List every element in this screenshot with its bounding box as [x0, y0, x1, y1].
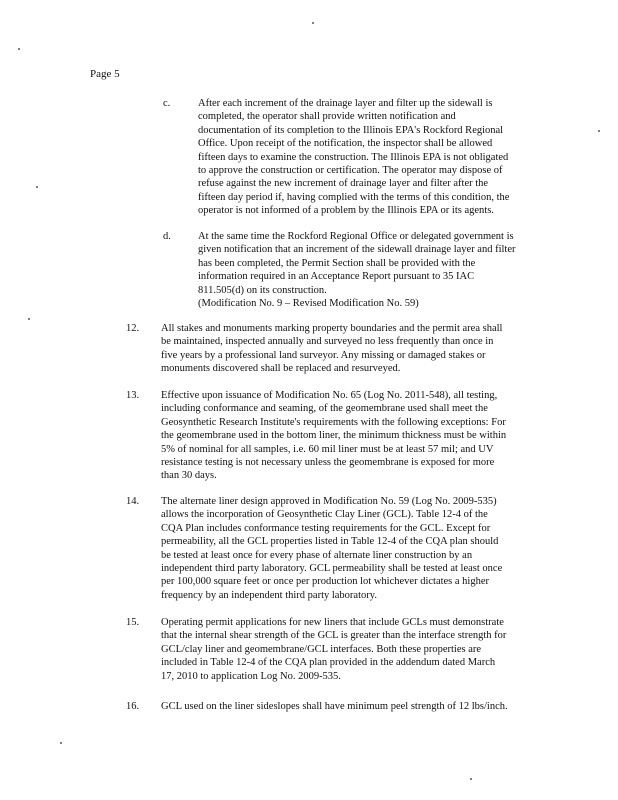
- text-line: GCL/clay liner and geomembrane/GCL interfaces. Both these properties are: [161, 643, 482, 655]
- text-line: documentation of its completion to the Illinois EPA's Rockford Regional: [198, 124, 504, 136]
- scan-speck: [470, 778, 472, 780]
- scan-speck: [28, 318, 30, 320]
- text-line: given notification that an increment of the sidewall drainage layer and filter: [198, 244, 516, 256]
- text-line: Operating permit applications for new liners that include GCLs must demonstrate: [161, 617, 504, 628]
- text-line: 811.505(d) on its construction.: [198, 284, 327, 296]
- item-marker: 12.: [126, 323, 140, 334]
- scan-speck: [60, 742, 62, 744]
- text-line: fifteen day period if, having complied with the terms of this condition, the: [198, 191, 510, 203]
- text-line: operator is not informed of a problem by the Illinois EPA or its agents.: [198, 205, 494, 217]
- text-line: Office. Upon receipt of the notification, the inspector shall be allowed: [198, 138, 493, 150]
- item-text: [198, 230, 558, 310]
- text-line: be maintained, inspected annually and surveyed no less frequently than once in: [161, 336, 494, 348]
- text-line: (Modification No. 9 – Revised Modification No. 59): [198, 298, 419, 310]
- text-line: information required in an Acceptance Report pursuant to 35 IAC: [198, 271, 475, 283]
- text-line: per 100,000 square feet or once per production lot whichever dictates a higher: [161, 576, 490, 588]
- scan-speck: [36, 186, 38, 188]
- item-marker: c.: [163, 98, 171, 109]
- text-line: frequency by an independent third party laboratory.: [161, 589, 377, 601]
- text-line: than 30 days.: [161, 470, 217, 482]
- text-line: monuments discovered shall be replaced and resurveyed.: [161, 363, 401, 375]
- text-line: GCL used on the liner sideslopes shall have minimum peel strength of 12 lbs/inch.: [161, 701, 508, 712]
- text-line: CQA Plan includes conformance testing requirements for the GCL. Except for: [161, 522, 491, 534]
- item-marker: 16.: [126, 701, 140, 712]
- item-marker: 14.: [126, 496, 140, 507]
- text-line: allows the incorporation of Geosynthetic Clay Liner (GCL). Table 12-4 of the: [161, 509, 488, 521]
- text-line: Effective upon issuance of Modification No. 65 (Log No. 2011-548), all testing,: [161, 390, 498, 401]
- item-marker: d.: [163, 231, 171, 242]
- item-text: [161, 700, 558, 713]
- text-line: to approve the construction or certification. The operator may dispose of: [198, 165, 503, 177]
- item-text: [161, 322, 558, 376]
- text-line: be tested at least once for every phase of alternate liner construction by an: [161, 549, 473, 561]
- text-line: completed, the operator shall provide written notification and: [198, 111, 456, 123]
- text-line: 5% of nominal for all samples, i.e. 60 mil liner must be at least 57 mil; and UV: [161, 443, 494, 455]
- item-marker: 15.: [126, 617, 140, 628]
- item-text: [161, 616, 558, 683]
- text-line: After each increment of the drainage layer and filter up the sidewall is: [198, 98, 493, 109]
- text-line: Geosynthetic Research Institute's requirements with the following exceptions: For: [161, 416, 506, 428]
- text-line: that the internal shear strength of the GCL is greater than the interface strength for: [161, 630, 507, 642]
- scan-speck: [312, 22, 314, 24]
- text-line: At the same time the Rockford Regional Office or delegated government is: [198, 231, 514, 242]
- text-line: All stakes and monuments marking property boundaries and the permit area shall: [161, 323, 503, 334]
- text-line: The alternate liner design approved in Modification No. 59 (Log No. 2009-535): [161, 496, 497, 507]
- text-line: five years by a professional land surveyor. Any missing or damaged stakes or: [161, 349, 486, 361]
- item-marker: 13.: [126, 390, 140, 401]
- item-text: [161, 495, 558, 602]
- text-line: included in Table 12-4 of the CQA plan provided in the addendum dated March: [161, 657, 496, 669]
- text-line: independent third party laboratory. GCL permeability shall be tested at least once: [161, 563, 503, 575]
- text-line: including conformance and seaming, of the geomembrane used shall meet the: [161, 403, 488, 415]
- text-line: fifteen days to examine the construction. The Illinois EPA is not obligated: [198, 151, 509, 163]
- scan-speck: [598, 130, 600, 132]
- text-line: resistance testing is not necessary unless the geomembrane is exposed for more: [161, 457, 495, 469]
- text-line: the geomembrane used in the bottom liner, the minimum thickness must be within: [161, 430, 507, 442]
- text-line: refuse against the new increment of drainage layer and filter after the: [198, 178, 489, 190]
- text-line: 17, 2010 to application Log No. 2009-535.: [161, 670, 341, 682]
- scan-speck: [18, 48, 20, 50]
- text-line: has been completed, the Permit Section shall be provided with the: [198, 257, 476, 269]
- text-line: permeability, all the GCL properties listed in Table 12-4 of the CQA plan should: [161, 536, 499, 548]
- item-text: [198, 97, 558, 218]
- item-text: [161, 389, 558, 483]
- page-number-label: Page 5: [90, 68, 120, 80]
